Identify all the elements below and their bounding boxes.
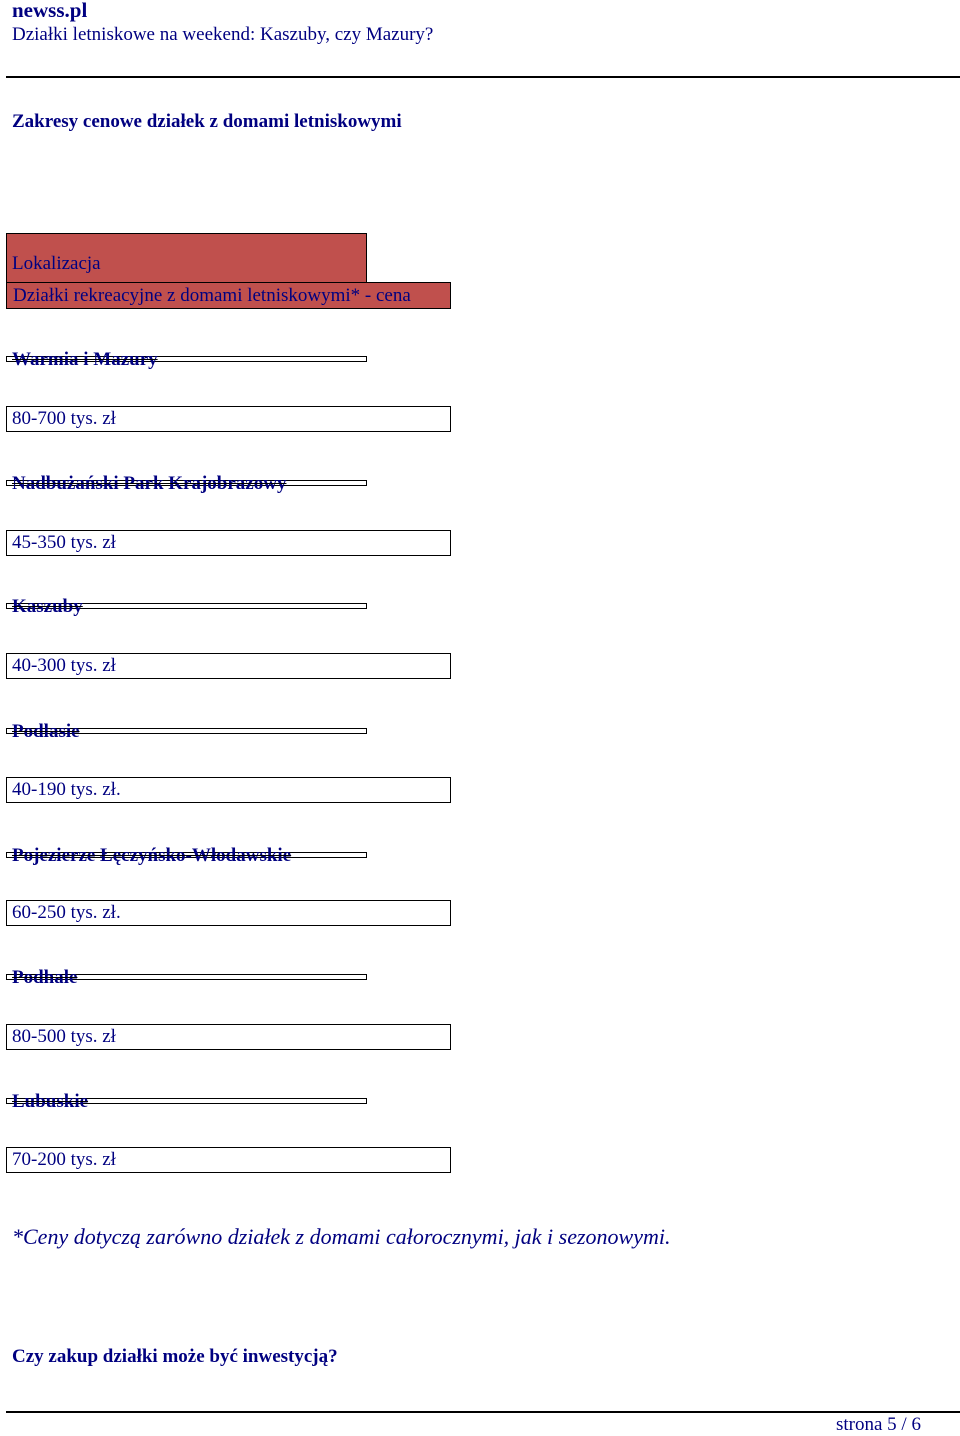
table-header-price: Działki rekreacyjne z domami letniskowymi* - cena <box>13 285 411 306</box>
page-number: strona 5 / 6 <box>836 1414 921 1435</box>
table-row-price-cell <box>6 1024 451 1050</box>
table-row-price-cell <box>6 777 451 803</box>
table-row-price-cell <box>6 653 451 679</box>
table-row-price: 45-350 tys. zł <box>12 532 116 553</box>
table-row-price: 40-190 tys. zł. <box>12 779 121 800</box>
table-row-location: Pojezierze Łęczyńsko-Włodawskie <box>12 845 292 866</box>
table-row-price: 80-700 tys. zł <box>12 408 116 429</box>
table-header-price-cell <box>6 282 451 309</box>
table-row-price: 40-300 tys. zł <box>12 655 116 676</box>
table-row-location: Podhale <box>12 967 78 988</box>
table-row-location: Nadbużański Park Krajobrazowy <box>12 473 287 494</box>
header-divider <box>6 76 960 78</box>
table-row-price-cell <box>6 530 451 556</box>
table-row-price: 80-500 tys. zł <box>12 1026 116 1047</box>
table-row-price: 60-250 tys. zł. <box>12 902 121 923</box>
table-row-location: Warmia i Mazury <box>12 349 158 370</box>
table-row-location: Podlasie <box>12 721 80 742</box>
table-row-price-cell <box>6 1147 451 1173</box>
article-title: Działki letniskowe na weekend: Kaszuby, czy Mazury? <box>12 24 434 45</box>
table-header-location: Lokalizacja <box>12 253 101 274</box>
table-row-price: 70-200 tys. zł <box>12 1149 116 1170</box>
table-row-price-cell <box>6 900 451 926</box>
table-row-location: Lubuskie <box>12 1091 89 1112</box>
table-row-location: Kaszuby <box>12 596 83 617</box>
section-title: Zakresy cenowe działek z domami letniskowymi <box>12 111 402 132</box>
footer-divider <box>6 1411 960 1413</box>
site-name: newss.pl <box>12 0 88 22</box>
next-section-heading: Czy zakup działki może być inwestycją? <box>12 1346 338 1367</box>
footnote: *Ceny dotyczą zarówno działek z domami całorocznymi, jak i sezonowymi. <box>12 1224 671 1249</box>
table-row-price-cell <box>6 406 451 432</box>
